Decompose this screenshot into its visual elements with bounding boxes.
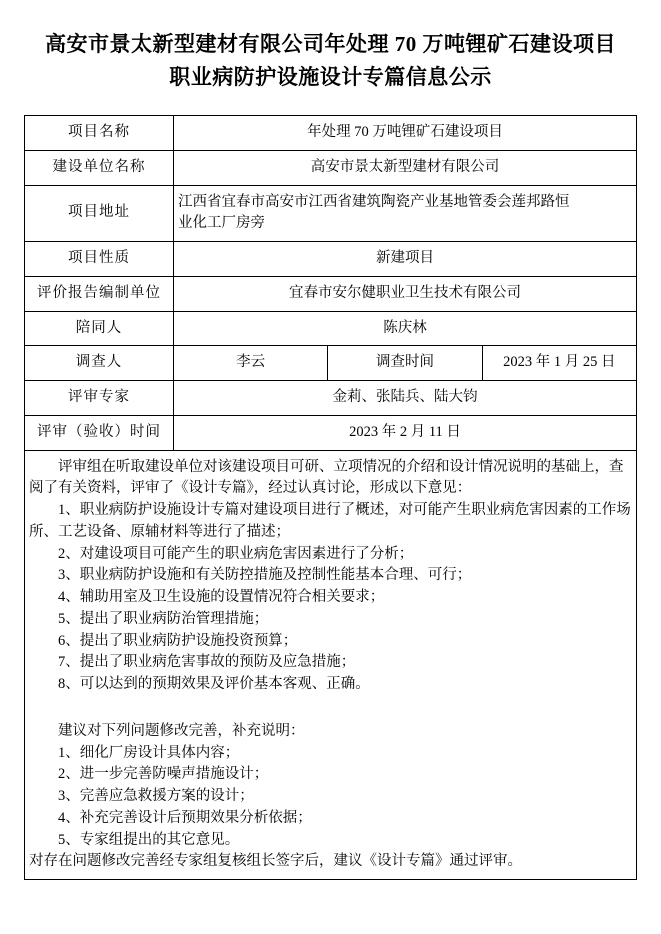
page-title: 高安市景太新型建材有限公司年处理 70 万吨锂矿石建设项目职业病防护设施设计专篇信息公示 (45, 32, 616, 89)
table-row (25, 415, 637, 450)
project-info-table (24, 115, 637, 880)
opinion-item-5: 5、提出了职业病防治管理措施； (58, 610, 269, 627)
spacer-line (29, 696, 632, 721)
opinion-conclusion: 对存在问题修改完善经专家组复核组长签字后，建议《设计专篇》通过评审。 (29, 853, 522, 870)
row-value-construction-unit: 高安市景太新型建材有限公司 (174, 150, 637, 185)
opinion-intro: 评审组在听取建设单位对该建设项目可研、立项情况的介绍和设计情况说明的基础上，查阅了有关资料，评审了《设计专篇》，经过认真讨论，形成以下意见： (29, 458, 624, 497)
row-label-investigation-time: 调查时间 (328, 346, 482, 381)
row-label-project-name: 项目名称 (25, 116, 174, 151)
opinion-item-1: 1、职业病防护设施设计专篇对建设项目进行了概述，对可能产生职业病危害因素的工作场所、工艺设备、原辅材料等进行了描述； (29, 502, 631, 540)
opinion-item-7: 7、提出了职业病危害事故的预防及应急措施； (58, 654, 356, 671)
suggestion-item-3: 3、完善应急救援方案的设计； (58, 788, 254, 805)
opinion-item-6: 6、提出了职业病防护设施投资预算； (58, 632, 298, 649)
suggestion-title: 建议对下列问题修改完善，补充说明： (58, 722, 305, 739)
suggestion-item-2: 2、进一步完善防噪声措施设计； (58, 766, 269, 783)
opinion-item-4: 4、辅助用室及卫生设施的设置情况符合相关要求； (58, 589, 385, 606)
opinion-item-3: 3、职业病防护设施和有关防控措施及控制性能基本合理、可行； (58, 567, 472, 584)
row-value-report-unit: 宜春市安尔健职业卫生技术有限公司 (174, 276, 637, 311)
table-row (25, 276, 637, 311)
row-label-accompanying-person: 陪同人 (25, 311, 174, 346)
row-label-review-time: 评审（验收）时间 (25, 415, 174, 450)
table-row (25, 150, 637, 185)
row-value-investigator: 李云 (174, 346, 328, 381)
row-value-accompanying-person: 陈庆林 (174, 311, 637, 346)
row-value-project-nature: 新建项目 (174, 242, 637, 277)
table-row (25, 185, 637, 242)
row-value-review-experts: 金莉、张陆兵、陆大钧 (174, 381, 637, 416)
row-label-construction-unit: 建设单位名称 (25, 150, 174, 185)
row-label-project-nature: 项目性质 (25, 242, 174, 277)
table-row (25, 311, 637, 346)
row-value-investigation-time: 2023 年 1 月 25 日 (482, 346, 636, 381)
opinion-item-2: 2、对建设项目可能产生的职业病危害因素进行了分析； (58, 545, 414, 562)
suggestion-item-5: 5、专家组提出的其它意见。 (58, 831, 240, 848)
row-value-review-time: 2023 年 2 月 11 日 (174, 415, 637, 450)
row-label-project-address: 项目地址 (25, 185, 174, 242)
table-row (25, 346, 637, 381)
table-row-opinion (25, 450, 637, 879)
address-line-1: 江西省宜春市高安市江西省建筑陶瓷产业基地管委会莲邦路恒 (178, 193, 570, 210)
table-row (25, 242, 637, 277)
table-row (25, 116, 637, 151)
opinion-item-8: 8、可以达到的预期效果及评价基本客观、正确。 (58, 676, 370, 693)
row-label-investigator: 调查人 (25, 346, 174, 381)
suggestion-item-1: 1、细化厂房设计具体内容； (58, 744, 240, 761)
review-opinion-cell (25, 450, 637, 879)
suggestion-item-4: 4、补充完善设计后预期效果分析依据； (58, 809, 312, 826)
row-value-project-address (174, 185, 637, 242)
table-row (25, 381, 637, 416)
row-value-project-name: 年处理 70 万吨锂矿石建设项目 (174, 116, 637, 151)
row-label-report-unit: 评价报告编制单位 (25, 276, 174, 311)
address-line-2: 业化工厂房旁 (178, 215, 265, 232)
row-label-review-experts: 评审专家 (25, 381, 174, 416)
